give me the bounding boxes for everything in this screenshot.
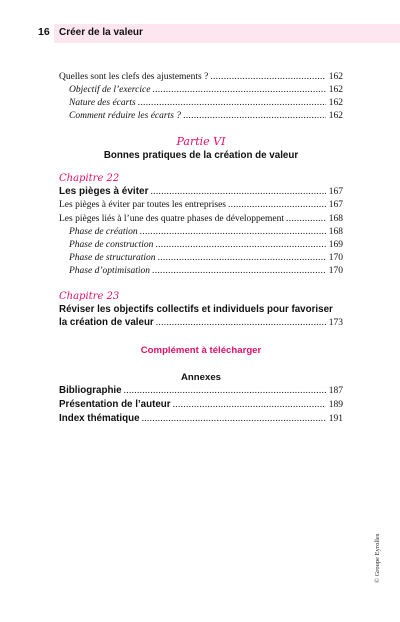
leader-dots xyxy=(173,399,326,412)
page-number: 16 xyxy=(38,26,50,38)
toc-entry[interactable] xyxy=(59,384,343,398)
toc-entry-page: 167 xyxy=(328,200,343,211)
toc-entry-title: Présentation de l’auteur xyxy=(59,399,171,411)
copyright-notice xyxy=(374,503,384,583)
chapter-23-title-line1[interactable]: Réviser les objectifs collectifs et individuels pour favoriser xyxy=(59,304,333,316)
leader-dots xyxy=(210,71,325,84)
chapter-23-label: Chapitre 23 xyxy=(59,291,120,303)
leader-dots xyxy=(158,252,326,265)
toc-entry-page: 169 xyxy=(328,239,343,250)
leader-dots xyxy=(228,199,326,212)
toc-entry[interactable] xyxy=(59,398,343,412)
toc-entry-title: Nature des écarts xyxy=(69,98,136,109)
toc-entry[interactable] xyxy=(59,226,343,239)
chapter-22-heading[interactable] xyxy=(59,185,343,199)
table-of-contents xyxy=(59,71,343,426)
toc-entry[interactable] xyxy=(59,213,343,226)
toc-entry-page: 162 xyxy=(328,111,343,122)
leader-dots xyxy=(155,239,325,252)
toc-entry[interactable] xyxy=(59,412,343,426)
leader-dots xyxy=(152,265,326,278)
toc-entry-page: 170 xyxy=(328,252,343,263)
toc-entry-title: Phase de construction xyxy=(69,239,154,250)
toc-entry[interactable] xyxy=(59,239,343,252)
toc-entry-title: Phase d’optimisation xyxy=(69,265,151,276)
chapter-23-title-line2: la création de valeur xyxy=(59,317,154,329)
leader-dots xyxy=(138,97,326,110)
leader-dots xyxy=(151,186,326,199)
leader-dots xyxy=(142,413,326,426)
chapter-23-page: 173 xyxy=(328,318,343,329)
leader-dots xyxy=(152,84,325,97)
leader-dots xyxy=(140,226,326,239)
toc-entry-page: 162 xyxy=(328,72,343,82)
toc-entry-title: Comment réduire les écarts ? xyxy=(69,111,182,122)
toc-entry-title: Les pièges liés à l’une des quatre phases de développement xyxy=(59,213,285,224)
chapter-22-label: Chapitre 22 xyxy=(59,173,120,185)
toc-entry-title: Phase de création xyxy=(69,226,138,237)
leader-dots xyxy=(124,385,326,398)
toc-entry-page: 170 xyxy=(328,265,343,276)
toc-entry-page: 168 xyxy=(328,213,343,224)
toc-entry-page: 189 xyxy=(328,400,343,411)
chapter-22-title: Les pièges à éviter xyxy=(59,186,149,198)
leader-dots xyxy=(183,110,326,123)
toc-entry[interactable] xyxy=(59,84,343,97)
annexes-heading: Annexes xyxy=(181,372,221,384)
partie-title: Bonnes pratiques de la création de valeur xyxy=(103,150,299,162)
annexes-entries xyxy=(59,384,343,426)
leader-dots xyxy=(156,317,326,330)
toc-entry[interactable] xyxy=(59,199,343,212)
toc-entry[interactable] xyxy=(59,110,343,123)
toc-top-section xyxy=(59,71,343,123)
toc-entry-page: 168 xyxy=(328,226,343,237)
partie-label: Partie VI xyxy=(176,135,226,149)
toc-entry-title: Index thématique xyxy=(59,413,140,425)
toc-entry-title: Quelles sont les clefs des ajustements ? xyxy=(59,72,209,82)
toc-entry-title: Bibliographie xyxy=(59,385,122,397)
toc-entry[interactable] xyxy=(59,97,343,110)
toc-entry-page: 162 xyxy=(328,98,343,109)
leader-dots xyxy=(286,213,326,226)
copyright-text: © Groupe Eyrolles xyxy=(374,533,381,583)
toc-entry[interactable] xyxy=(59,71,343,84)
chapter-22-entries xyxy=(59,199,343,278)
complement-link[interactable]: Complément à télécharger xyxy=(140,345,262,357)
toc-entry-page: 191 xyxy=(328,414,343,425)
toc-entry-title: Phase de structuration xyxy=(69,252,156,263)
running-title: Créer de la valeur xyxy=(59,27,143,38)
toc-entry-title: Objectif de l’exercice xyxy=(69,85,151,96)
toc-entry-page: 162 xyxy=(328,85,343,96)
toc-entry-title: Les pièges à éviter par toutes les entreprises xyxy=(59,200,226,211)
toc-entry[interactable] xyxy=(59,265,343,278)
toc-entry-page: 187 xyxy=(328,386,343,397)
toc-entry[interactable] xyxy=(59,252,343,265)
chapter-22-page: 167 xyxy=(328,187,343,198)
chapter-23-heading[interactable] xyxy=(59,316,343,330)
